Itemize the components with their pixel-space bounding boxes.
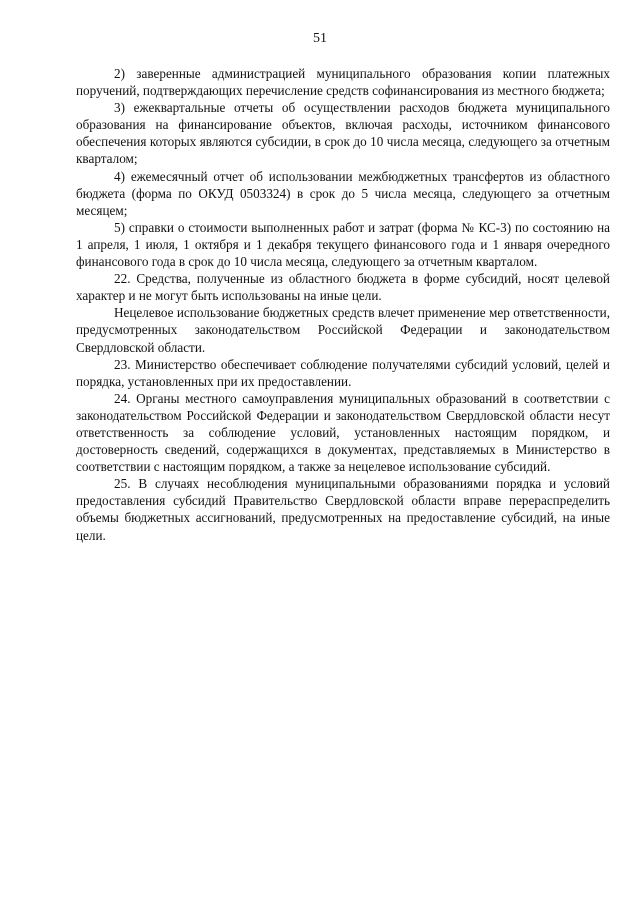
paragraph-item-3: 3) ежеквартальные отчеты об осуществлении расходов бюджета муниципального образования на финансирование объектов, включая расходы, источником финансового обеспечения которых являются субсидии, в срок до 10 числа месяца, следующего за отчетным кварталом; — [76, 100, 610, 167]
paragraph-item-2: 2) заверенные администрацией муниципального образования копии платежных поручений, подтверждающих перечисление средств софинансирования из местного бюджета; — [76, 66, 610, 99]
paragraph-item-5: 5) справки о стоимости выполненных работ и затрат (форма № КС-3) по состоянию на 1 апреля, 1 июля, 1 октября и 1 декабря текущего финансового года и 1 января очередного финансового года в срок до 10 числа месяца, следующего за отчетным кварталом. — [76, 219, 610, 270]
paragraph-item-4: 4) ежемесячный отчет об использовании межбюджетных трансфертов из областного бюджета (форма по ОКУД 0503324) в срок до 5 числа месяца, следующего за отчетным месяцем; — [76, 168, 610, 218]
paragraph-clause-25: 25. В случаях несоблюдения муниципальными образованиями порядка и условий предоставления субсидий Правительство Свердловской области вправе перераспределить объемы бюджетных ассигнований, предусмотренных на предоставление субсидий, на иные цели. — [76, 476, 610, 543]
paragraph-clause-22: 22. Средства, полученные из областного бюджета в форме субсидий, носят целевой характер и не могут быть использованы на иные цели. — [76, 271, 610, 304]
paragraph-clause-24: 24. Органы местного самоуправления муниципальных образований в соответствии с законодательством Российской Федерации и законодательством Свердловской области несут ответственность за соблюдение условий, установленных настоящим порядком, и достоверность сведений, содержащихся в документах, представляемых в Министерство в соответствии с настоящим порядком, а также за нецелевое использование субсидий. — [76, 390, 610, 475]
paragraph-clause-23: 23. Министерство обеспечивает соблюдение получателями субсидий условий, целей и порядка, установленных при их предоставлении. — [76, 356, 610, 389]
paragraph-misuse-liability: Нецелевое использование бюджетных средств влечет применение мер ответственности, предусмотренных законодательством Российской Федерации и законодательством Свердловской области. — [76, 305, 610, 355]
document-body — [76, 65, 610, 544]
page-number: 51 — [313, 31, 327, 46]
